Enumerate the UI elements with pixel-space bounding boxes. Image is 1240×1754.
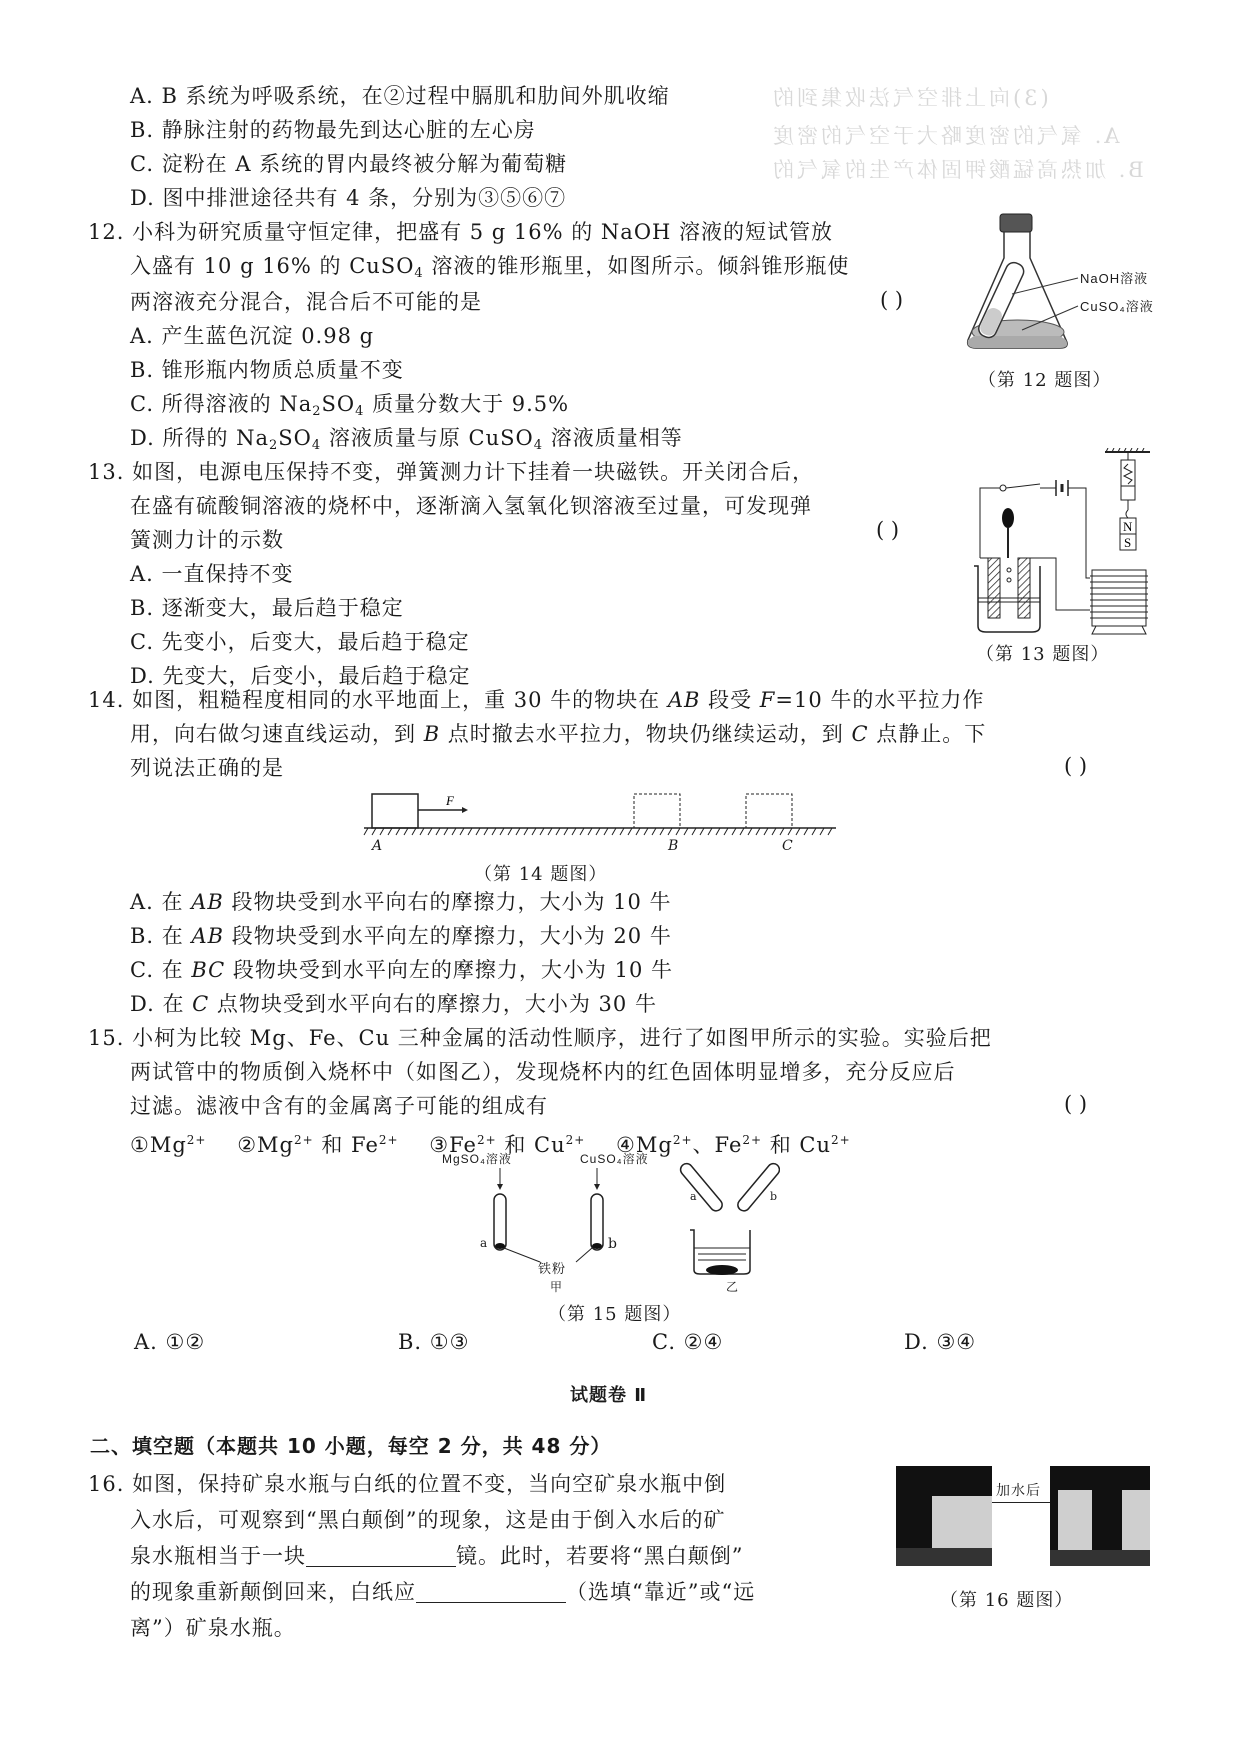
- text: B: [423, 722, 441, 746]
- q13-stem-line1: 13. 如图，电源电压保持不变，弹簧测力计下挂着一块磁铁。开关闭合后，: [88, 460, 815, 484]
- text: D. 所得的 Na: [130, 426, 270, 450]
- magnet-s-label: S: [1124, 535, 1132, 550]
- answer-blank-1[interactable]: [306, 1544, 456, 1567]
- text: D. 在: [130, 992, 193, 1016]
- q15-stem-line3: 过滤。滤液中含有的金属离子可能的组成有: [130, 1094, 548, 1118]
- superscript: 2+: [476, 1133, 497, 1147]
- q11-option-d: D. 图中排泄途径共有 4 条，分别为③⑤⑥⑦: [130, 186, 567, 210]
- q12-stem-line2: [130, 252, 849, 288]
- text: 和 Fe: [313, 1133, 379, 1157]
- arrow-icon: [992, 1502, 1050, 1503]
- q13-figure-caption: （第 13 题图）: [976, 644, 1110, 665]
- test-tubes-and-beaker-icon: [440, 1150, 780, 1280]
- q12-figure-caption: （第 12 题图）: [978, 370, 1112, 391]
- q15-option-a: A. ①②: [134, 1330, 206, 1354]
- q14-option-b: [130, 922, 672, 950]
- q15-stem-line2: 两试管中的物质倒入烧杯中（如图乙），发现烧杯内的红色固体明显增多，充分反应后: [130, 1060, 956, 1084]
- text: 入盛有 10 g 16% 的 CuSO: [130, 254, 415, 278]
- q12-option-b: B. 锥形瓶内物质总质量不变: [130, 358, 404, 382]
- text: AB: [191, 924, 225, 948]
- text: 14. 如图，粗糙程度相同的水平地面上，重 30 牛的物块在: [88, 688, 668, 712]
- superscript: 2+: [378, 1133, 399, 1147]
- bleed-through-text: (3)向上排空气法收集到的: [770, 86, 1049, 110]
- text: 段物块受到水平向右的摩擦力，大小为 10 牛: [223, 890, 672, 914]
- text: 段物块受到水平向左的摩擦力，大小为 20 牛: [224, 924, 672, 948]
- point-c-label: C: [782, 838, 794, 854]
- point-b-label: B: [668, 838, 680, 854]
- tube-b-label: b: [608, 1236, 618, 1252]
- q14-stem-line1: [88, 686, 984, 714]
- after-photo: [1050, 1466, 1150, 1566]
- text: 和 Cu: [762, 1133, 832, 1157]
- q13-circuit-figure: [960, 448, 1160, 668]
- text: ③Fe: [429, 1133, 477, 1157]
- superscript: 2+: [742, 1133, 763, 1147]
- cuso4-label: CuSO₄溶液: [1080, 299, 1154, 314]
- text: C: [192, 992, 210, 1016]
- text: 的现象重新颠倒回来，白纸应: [130, 1580, 416, 1604]
- q14-option-a: [130, 888, 672, 916]
- q12-option-c: [130, 390, 569, 426]
- answer-blank-2[interactable]: [416, 1580, 566, 1603]
- q15-figure-caption: （第 15 题图）: [548, 1304, 682, 1325]
- q16-stem-line3: [130, 1542, 743, 1570]
- text: SO: [278, 426, 312, 450]
- cuso4-label: CuSO₄溶液: [580, 1152, 649, 1166]
- after-adding-water-label: 加水后: [996, 1482, 1041, 1498]
- q13-answer-paren: ( ): [876, 518, 900, 542]
- text: =10 牛的水平拉力作: [775, 688, 985, 712]
- paper-two-title: 试题卷 Ⅱ: [570, 1385, 648, 1406]
- superscript: 2+: [672, 1133, 693, 1147]
- text: 溶液的锥形瓶里，如图所示。倾斜锥形瓶使: [423, 254, 850, 278]
- text: ④Mg: [616, 1133, 673, 1157]
- q16-stem-line5: 离”）矿泉水瓶。: [130, 1616, 296, 1640]
- q15-answer-paren: ( ): [1064, 1092, 1088, 1116]
- circuit-diagram-icon: [960, 448, 1160, 638]
- q15-option-d: D. ③④: [904, 1330, 977, 1354]
- q12-flask-figure: [960, 210, 1160, 400]
- tube-a-label: a: [480, 1236, 489, 1250]
- superscript: 2+: [293, 1133, 314, 1147]
- subscript: 4: [311, 438, 322, 453]
- text: 质量分数大于 9.5%: [364, 392, 570, 416]
- text: 点物块受到水平向右的摩擦力，大小为 30 牛: [209, 992, 657, 1016]
- superscript: 2+: [565, 1133, 586, 1147]
- naoh-label: NaOH溶液: [1080, 271, 1149, 286]
- q11-option-b: B. 静脉注射的药物最先到达心脏的左心房: [130, 118, 536, 142]
- before-photo: [896, 1466, 992, 1566]
- text: 溶液质量相等: [543, 426, 683, 450]
- text: 和 Cu: [496, 1133, 566, 1157]
- q14-answer-paren: ( ): [1064, 754, 1088, 778]
- q14-option-d: [130, 990, 657, 1018]
- q15-stem-line1: 15. 小柯为比较 Mg、Fe、Cu 三种金属的活动性顺序，进行了如图甲所示的实验。实验后把: [88, 1026, 992, 1050]
- subscript: 4: [533, 438, 544, 453]
- point-a-label: A: [372, 838, 384, 854]
- q12-stem-line3: 两溶液充分混合，混合后不可能的是: [130, 290, 482, 314]
- pour-b-label: b: [770, 1190, 779, 1203]
- text: BC: [191, 958, 226, 982]
- text: C. 所得溶液的 Na: [130, 392, 313, 416]
- bleed-through-text: A. 氧气的密度略大于空气的密度: [770, 124, 1120, 148]
- q15-test-tube-figure: [440, 1150, 780, 1310]
- text: 、Fe: [692, 1133, 743, 1157]
- text: ②Mg: [237, 1133, 294, 1157]
- text: AB: [191, 890, 224, 914]
- text: 点静止。下: [868, 722, 987, 746]
- figure-yi-label: 乙: [726, 1280, 740, 1294]
- q14-option-c: [130, 956, 673, 984]
- subscript: 4: [355, 404, 365, 419]
- pour-a-label: a: [690, 1190, 698, 1203]
- q12-option-a: A. 产生蓝色沉淀 0.98 g: [130, 324, 375, 348]
- text: F: [759, 688, 776, 712]
- q15-option-b: B. ①③: [398, 1330, 470, 1354]
- text: A. 在: [130, 890, 192, 914]
- q13-stem-line3: 簧测力计的示数: [130, 528, 284, 552]
- text: AB: [667, 688, 701, 712]
- superscript: 2+: [831, 1133, 851, 1147]
- q12-stem-line1: 12. 小科为研究质量守恒定律，把盛有 5 g 16% 的 NaOH 溶液的短试管放: [88, 220, 834, 244]
- q11-option-c: C. 淀粉在 A 系统的胃内最终被分解为葡萄糖: [130, 152, 568, 176]
- section-heading: 二、填空题（本题共 10 小题，每空 2 分，共 48 分）: [90, 1434, 612, 1458]
- subscript: 4: [414, 266, 424, 281]
- q11-option-a: A. B 系统为呼吸系统，在②过程中膈肌和肋间外肌收缩: [130, 84, 670, 108]
- text: 镜。此时，若要将“黑白颠倒”: [456, 1544, 744, 1568]
- q13-option-a: A. 一直保持不变: [130, 562, 294, 586]
- block-on-ground-icon: [350, 780, 910, 840]
- figure-jia-label: 甲: [550, 1280, 564, 1294]
- mgso4-label: MgSO₄溶液: [442, 1152, 512, 1166]
- q13-option-c: C. 先变小，后变大，最后趋于稳定: [130, 630, 470, 654]
- subscript: 2: [312, 404, 322, 419]
- q13-stem-line2: 在盛有硫酸铜溶液的烧杯中，逐渐滴入氢氧化钡溶液至过量，可发现弹: [130, 494, 812, 518]
- text: C: [851, 722, 869, 746]
- text: C. 在: [130, 958, 192, 982]
- force-f-label: F: [446, 793, 454, 808]
- text: SO: [321, 392, 356, 416]
- q14-stem-line3: 列说法正确的是: [130, 756, 284, 780]
- q16-stem-line4: [130, 1578, 755, 1606]
- q13-option-b: B. 逐渐变大，最后趋于稳定: [130, 596, 404, 620]
- q13-option-d: D. 先变大，后变小，最后趋于稳定: [130, 664, 471, 688]
- q16-bottle-figure: [896, 1466, 1156, 1636]
- q14-stem-line2: [130, 720, 986, 748]
- text: 段受: [700, 688, 760, 712]
- iron-powder-label: 铁粉: [538, 1261, 567, 1276]
- q12-answer-paren: ( ): [880, 288, 904, 312]
- text: （选填“靠近”或“远: [566, 1580, 756, 1604]
- q16-figure-caption: （第 16 题图）: [940, 1590, 1074, 1611]
- subscript: 2: [269, 438, 279, 453]
- bleed-through-text: B. 加热高锰酸钾固体产生的氧气的: [770, 158, 1144, 182]
- q14-block-figure: [350, 780, 910, 890]
- text: 泉水瓶相当于一块: [130, 1544, 306, 1568]
- q15-option-c: C. ②④: [652, 1330, 724, 1354]
- text: 点时撤去水平拉力，物块仍继续运动，到: [440, 722, 852, 746]
- q12-option-d: [130, 424, 683, 460]
- text: B. 在: [130, 924, 192, 948]
- superscript: 2+: [186, 1133, 207, 1147]
- q16-stem-line2: 入水后，可观察到“黑白颠倒”的现象，这是由于倒入水后的矿: [130, 1508, 726, 1532]
- text: 用，向右做匀速直线运动，到: [130, 722, 424, 746]
- text: ①Mg: [130, 1133, 187, 1157]
- magnet-n-label: N: [1123, 519, 1133, 534]
- q16-stem-line1: 16. 如图，保持矿泉水瓶与白纸的位置不变，当向空矿泉水瓶中倒: [88, 1472, 727, 1496]
- text: 段物块受到水平向左的摩擦力，大小为 10 牛: [225, 958, 673, 982]
- text: 溶液质量与原 CuSO: [321, 426, 534, 450]
- q14-figure-caption: （第 14 题图）: [474, 864, 608, 885]
